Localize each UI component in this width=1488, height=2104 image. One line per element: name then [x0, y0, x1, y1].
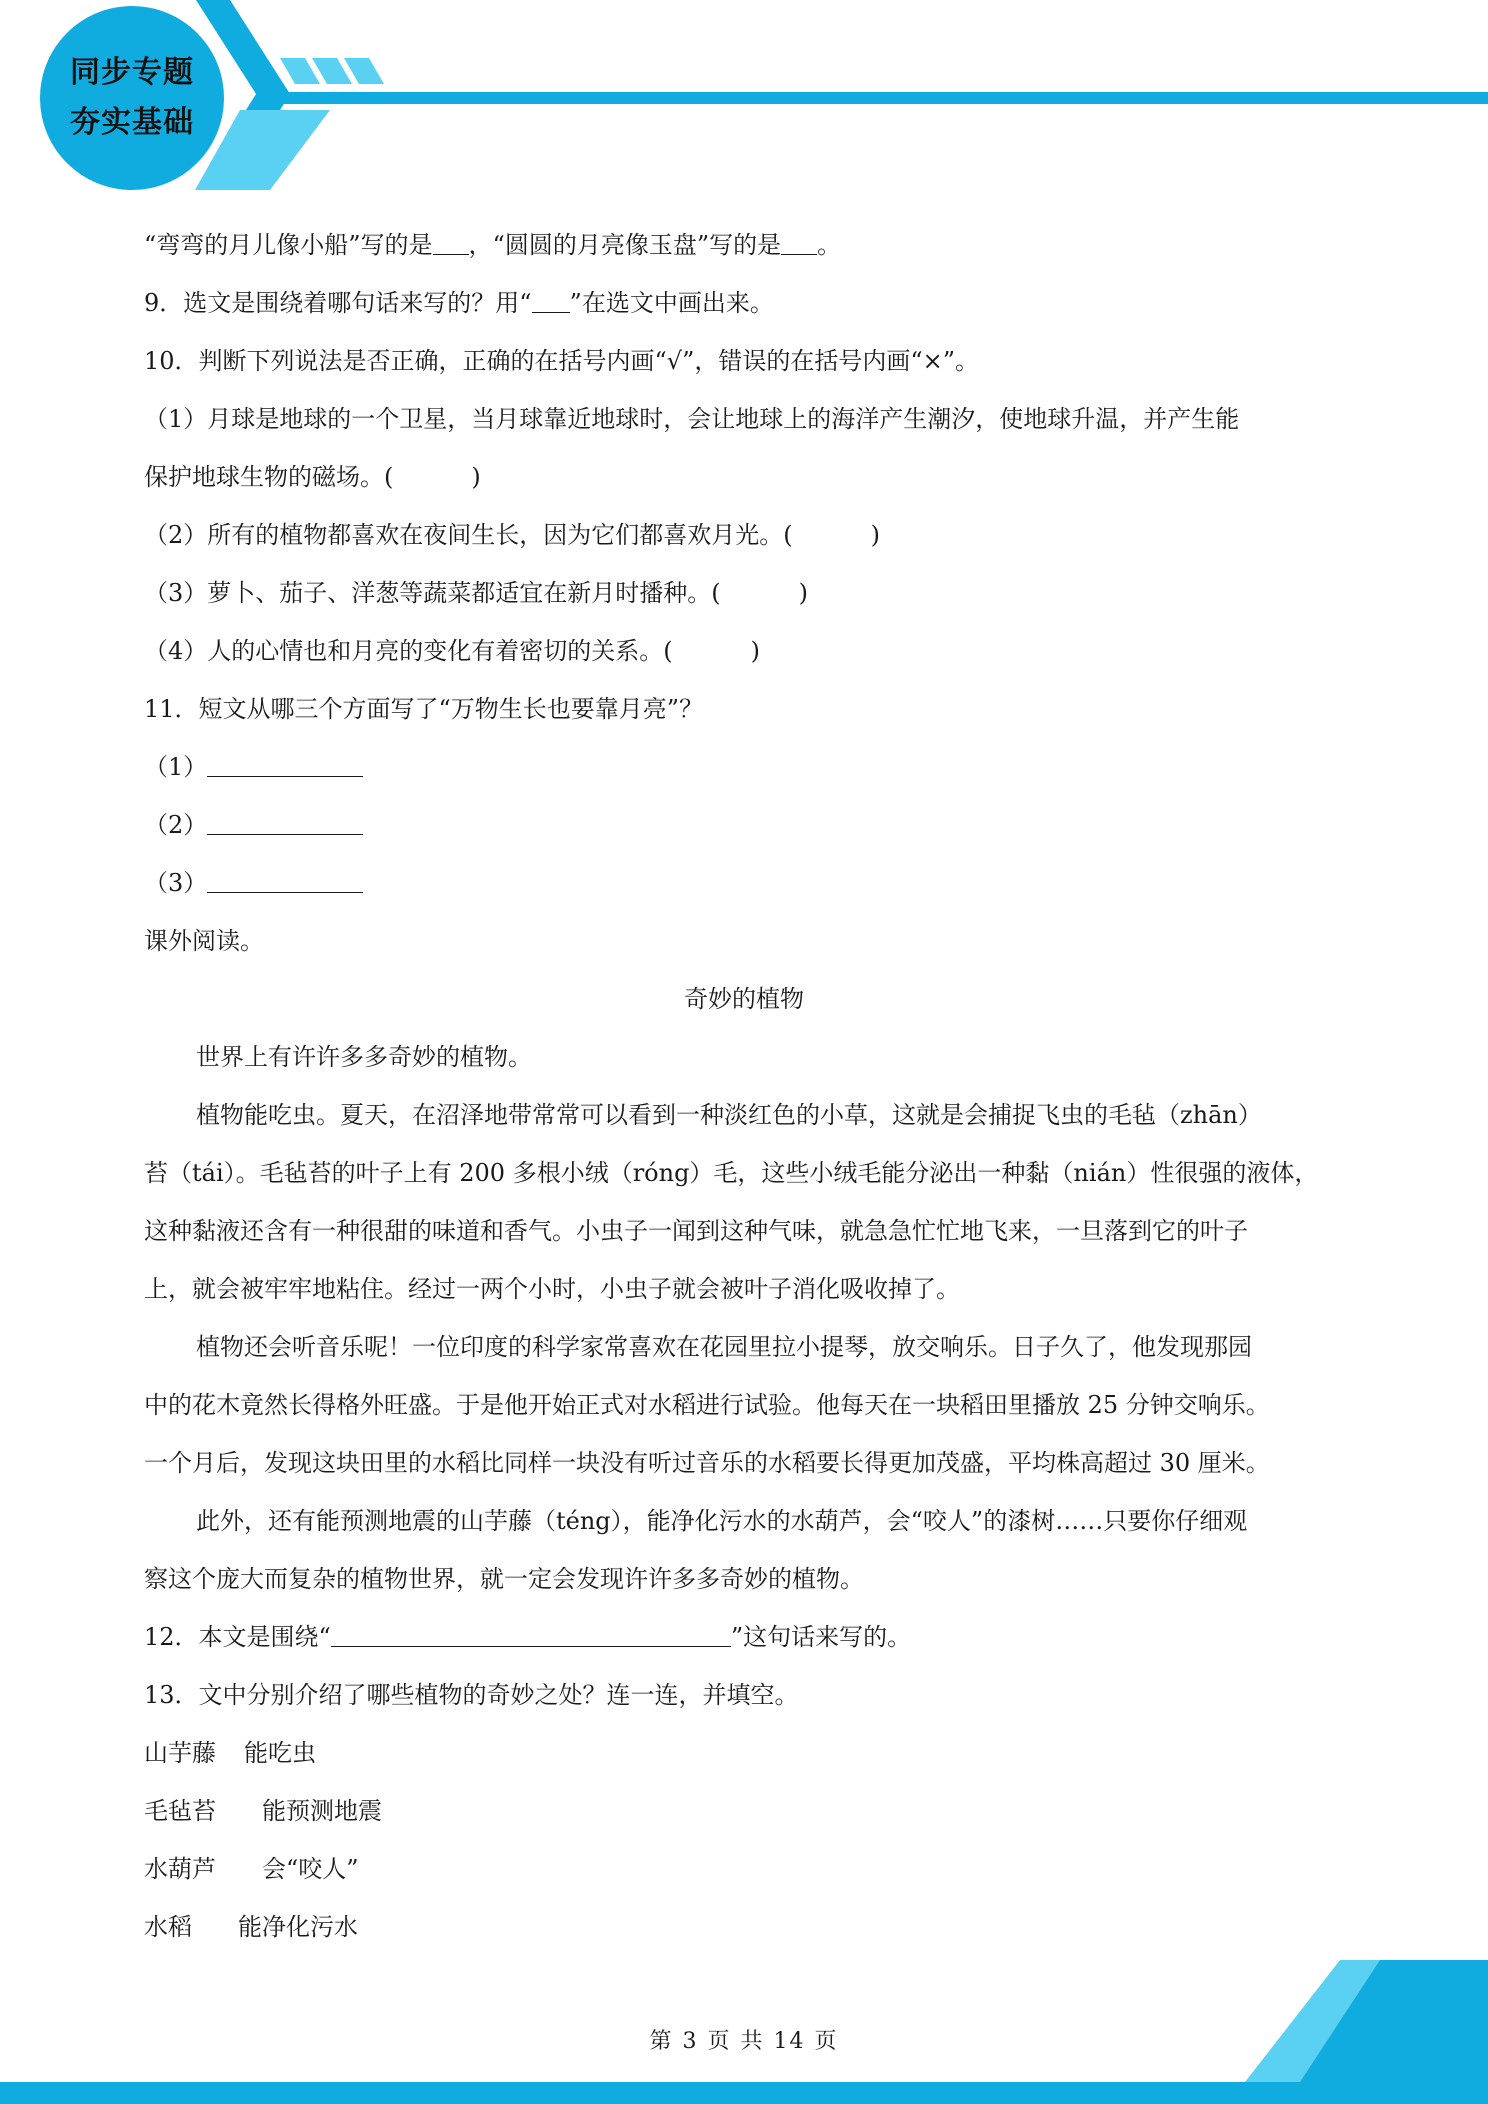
- match-row: [144, 1794, 382, 1828]
- header-dash-1: [280, 58, 320, 84]
- passage-p1: 世界上有许许多多奇妙的植物。: [196, 1043, 532, 1071]
- passage-p3-line3: 一个月后，发现这块田里的水稻比同样一块没有听过音乐的水稻要长得更加茂盛，平均株高超过 30 厘米。: [144, 1449, 1270, 1477]
- page-number: 第 3 页 共 14 页: [649, 2029, 839, 2054]
- question-10-3: （3）萝卜、茄子、洋葱等蔬菜都适宜在新月时播种。( ): [144, 579, 809, 607]
- badge-line-2: 夯实基础: [70, 105, 194, 140]
- passage-p3-line1: 植物还会听音乐呢！一位印度的科学家常喜欢在花园里拉小提琴，放交响乐。日子久了，他发现那园: [196, 1333, 1252, 1361]
- question-10-1b: 保护地球生物的磁场。( ): [144, 463, 481, 491]
- question-9: 9．选文是围绕着哪句话来写的？用“ ”在选文中画出来。: [144, 289, 774, 317]
- passage-p4-line1: 此外，还有能预测地震的山芋藤（téng），能净化污水的水葫芦，会“咬人”的漆树……只要你仔细观: [196, 1507, 1248, 1535]
- match-row: [144, 1736, 316, 1770]
- passage-p2-line4: 上，就会被牢牢地粘住。经过一两个小时，小虫子就会被叶子消化吸收掉了。: [144, 1275, 960, 1303]
- header-badge: [40, 6, 224, 190]
- header-dash-3: [344, 58, 384, 84]
- question-line-1: “弯弯的月儿像小船”写的是 ，“圆圆的月亮像玉盘”写的是 。: [144, 231, 842, 259]
- match-row: [144, 1910, 358, 1944]
- question-11-2: （2）: [144, 808, 363, 842]
- question-10-2: （2）所有的植物都喜欢在夜间生长，因为它们都喜欢月光。( ): [144, 521, 881, 549]
- question-10-4: （4）人的心情也和月亮的变化有着密切的关系。( ): [144, 637, 761, 665]
- answer-blank[interactable]: [433, 230, 469, 255]
- answer-blank[interactable]: [207, 810, 363, 835]
- extra-reading-label: 课外阅读。: [144, 927, 264, 955]
- header-bar: [270, 92, 1488, 104]
- passage-title: 奇妙的植物: [684, 985, 804, 1013]
- question-11-3: （3）: [144, 866, 363, 900]
- passage-p2-line1: 植物能吃虫。夏天，在沼泽地带常常可以看到一种淡红色的小草，这就是会捕捉飞虫的毛毡（zhān）: [196, 1101, 1262, 1129]
- answer-blank[interactable]: [207, 752, 363, 777]
- match-right[interactable]: 能预测地震: [262, 1797, 382, 1825]
- match-left[interactable]: 山芋藤: [144, 1739, 216, 1767]
- passage-p3-line2: 中的花木竟然长得格外旺盛。于是他开始正式对水稻进行试验。他每天在一块稻田里播放 25 分钟交响乐。: [144, 1391, 1270, 1419]
- match-right[interactable]: 能净化污水: [238, 1913, 358, 1941]
- answer-blank[interactable]: [207, 868, 363, 893]
- match-right[interactable]: 能吃虫: [244, 1739, 316, 1767]
- passage-p2-line2: 苔（tái）。毛毡苔的叶子上有 200 多根小绒（róng）毛，这些小绒毛能分泌出一种黏（nián）性很强的液体，: [144, 1159, 1319, 1187]
- match-left[interactable]: 水葫芦: [144, 1855, 216, 1883]
- question-10: 10．判断下列说法是否正确，正确的在括号内画“√”，错误的在括号内画“×”。: [144, 347, 980, 375]
- answer-blank[interactable]: [781, 230, 817, 255]
- badge-line-1: 同步专题: [70, 55, 194, 90]
- match-left[interactable]: 毛毡苔: [144, 1797, 216, 1825]
- question-11: 11．短文从哪三个方面写了“万物生长也要靠月亮”？: [144, 695, 704, 723]
- match-left[interactable]: 水稻: [144, 1913, 192, 1941]
- question-10-1a: （1）月球是地球的一个卫星，当月球靠近地球时，会让地球上的海洋产生潮汐，使地球升温，并产生能: [144, 405, 1240, 433]
- match-right[interactable]: 会“咬人”: [262, 1855, 359, 1883]
- answer-blank[interactable]: [331, 1622, 731, 1647]
- passage-p4-line2: 察这个庞大而复杂的植物世界，就一定会发现许许多多奇妙的植物。: [144, 1565, 864, 1593]
- underline-sample: [532, 288, 570, 313]
- question-13: 13．文中分别介绍了哪些植物的奇妙之处？连一连，并填空。: [144, 1681, 799, 1709]
- question-12: 12．本文是围绕“ ”这句话来写的。: [144, 1623, 912, 1651]
- question-11-1: （1）: [144, 750, 363, 784]
- header-dash-2: [312, 58, 352, 84]
- match-row: [144, 1852, 359, 1886]
- footer-bar: [0, 2082, 1488, 2104]
- passage-p2-line3: 这种黏液还含有一种很甜的味道和香气。小虫子一闻到这种气味，就急急忙忙地飞来，一旦落到它的叶子: [144, 1217, 1248, 1245]
